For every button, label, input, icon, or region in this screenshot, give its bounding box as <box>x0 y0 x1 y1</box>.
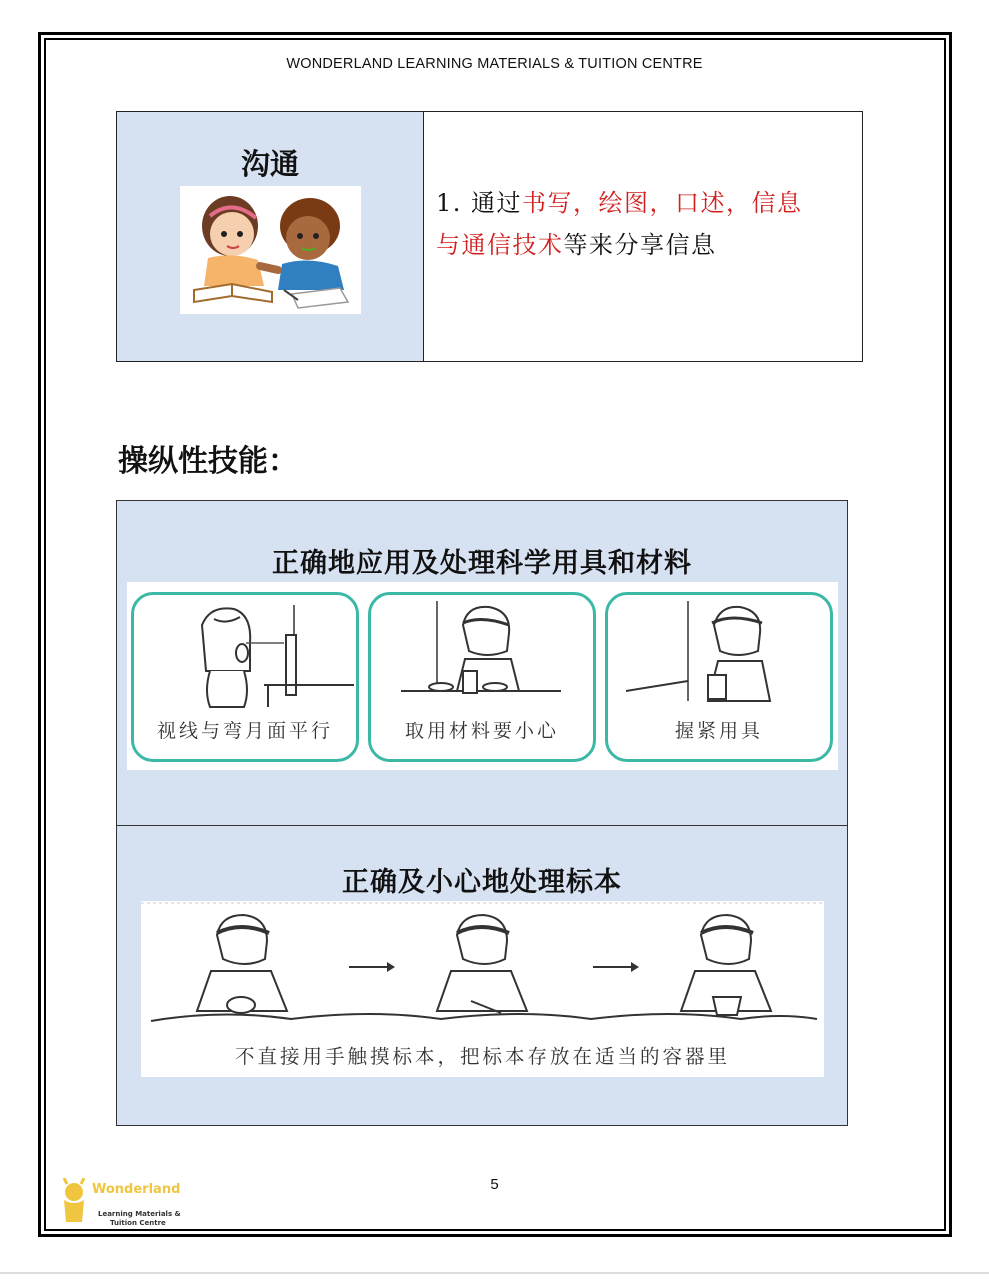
page-bottom-divider <box>0 1272 989 1274</box>
girl-reading-meniscus-illustration <box>134 595 356 715</box>
card-hold-apparatus-label: 握紧用具 <box>674 720 763 742</box>
specimen-caption: 不直接用手触摸标本，把标本存放在适当的容器里 <box>234 1045 730 1068</box>
communication-table <box>116 111 863 362</box>
communication-title: 沟通 <box>240 147 299 181</box>
logo-subtitle-1: Learning Materials & <box>98 1210 181 1218</box>
card-meniscus-label: 视线与弯月面平行 <box>156 720 333 742</box>
card-hold-apparatus <box>605 592 833 762</box>
page-number: 5 <box>490 1176 499 1193</box>
wonderland-logo <box>58 1178 198 1228</box>
manipulative-skills-table <box>116 500 848 1126</box>
boy-collecting-specimen-sequence-illustration <box>141 901 824 1031</box>
communication-label-cell <box>117 112 424 361</box>
card-handle-materials-label: 取用材料要小心 <box>404 720 559 742</box>
logo-name: Wonderland <box>92 1182 181 1197</box>
logo-mascot-icon <box>58 1178 90 1228</box>
card-handle-materials <box>368 592 596 762</box>
card-meniscus <box>131 592 359 762</box>
apparatus-row <box>117 501 847 826</box>
page-header: WONDERLAND LEARNING MATERIALS & TUITION CENTRE <box>286 56 703 72</box>
specimen-row-title: 正确及小心地处理标本 <box>342 867 622 898</box>
manipulative-skills-heading: 操纵性技能： <box>118 444 298 479</box>
logo-subtitle-2: Tuition Centre <box>110 1219 166 1227</box>
communication-description-cell <box>424 112 862 361</box>
communication-item-prefix: 1. 通过 <box>436 189 523 217</box>
communication-item-highlight-1: 书写，绘图，口述，信息 <box>522 189 803 217</box>
apparatus-row-title: 正确地应用及处理科学用具和材料 <box>272 548 692 579</box>
specimen-illustration-strip <box>141 901 824 1077</box>
communication-item-highlight-2: 与通信技术 <box>436 231 564 259</box>
boy-holding-apparatus-illustration <box>608 595 830 715</box>
communication-item-suffix: 等来分享信息 <box>563 231 717 259</box>
apparatus-illustration-strip <box>127 582 838 770</box>
specimen-row <box>117 826 847 1126</box>
two-children-talking-illustration <box>180 186 361 314</box>
boy-handling-materials-illustration <box>371 595 593 715</box>
